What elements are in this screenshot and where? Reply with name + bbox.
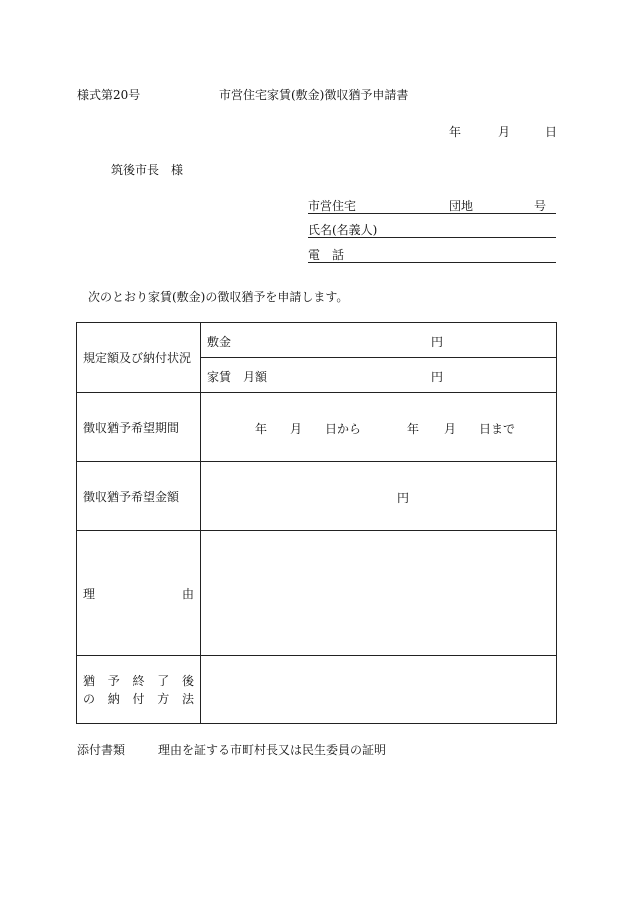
period-to-year: 年	[407, 422, 420, 436]
payment-method-cell	[201, 656, 557, 724]
rent-cell	[201, 358, 557, 393]
method-char-9: 方	[157, 691, 170, 706]
payment-method-label	[77, 656, 201, 724]
name-label: 氏名(名義人)	[308, 223, 378, 237]
method-char-10: 法	[181, 691, 194, 706]
document-title: 市営住宅家賃(敷金)徴収猶予申請書	[219, 88, 409, 102]
application-table	[76, 322, 557, 724]
intro-text: 次のとおり家賃(敷金)の徴収猶予を申請します。	[88, 290, 349, 304]
method-char-6: の	[83, 691, 96, 706]
housing-label: 市営住宅	[308, 199, 357, 213]
phone-label: 電 話	[308, 248, 345, 262]
period-to-month: 月	[444, 422, 457, 436]
reason-label-char-2: 由	[181, 586, 194, 601]
period-from-year: 年	[255, 422, 268, 436]
period-cell	[201, 393, 557, 462]
method-char-8: 付	[132, 691, 145, 706]
deposit-label: 敷金	[207, 335, 232, 349]
date-day: 日	[545, 125, 558, 139]
method-char-2: 予	[107, 673, 120, 688]
rent-unit: 円	[431, 370, 444, 384]
reason-label-char-1: 理	[83, 586, 96, 601]
status-label: 規定額及び納付状況	[77, 323, 201, 393]
period-label: 徴収猶予希望期間	[77, 393, 201, 462]
period-to-day: 日まで	[479, 422, 516, 436]
period-from-month: 月	[290, 422, 303, 436]
method-char-1: 猶	[83, 673, 96, 688]
period-from-day: 日から	[325, 422, 362, 436]
attachments-text: 理由を証する市町村長又は民生委員の証明	[158, 743, 387, 757]
housing-line	[308, 197, 556, 214]
method-char-4: 了	[157, 673, 170, 688]
reason-label	[77, 531, 201, 656]
amount-unit: 円	[397, 491, 410, 505]
name-line	[308, 221, 556, 238]
date-year: 年	[449, 125, 462, 139]
complex-label: 団地	[449, 199, 474, 213]
amount-label: 徴収猶予希望金額	[77, 462, 201, 531]
addressee: 筑後市長 様	[111, 163, 184, 177]
number-label: 号	[534, 199, 547, 213]
deposit-cell	[201, 323, 557, 358]
amount-cell	[201, 462, 557, 531]
method-char-5: 後	[181, 673, 194, 688]
phone-line	[308, 246, 556, 263]
date-month: 月	[498, 125, 511, 139]
method-char-7: 納	[107, 691, 120, 706]
form-number: 様式第20号	[77, 88, 141, 102]
method-char-3: 終	[132, 673, 145, 688]
rent-label: 家賃 月額	[207, 370, 268, 384]
reason-cell	[201, 531, 557, 656]
deposit-unit: 円	[431, 335, 444, 349]
attachments-label: 添付書類	[77, 743, 126, 757]
